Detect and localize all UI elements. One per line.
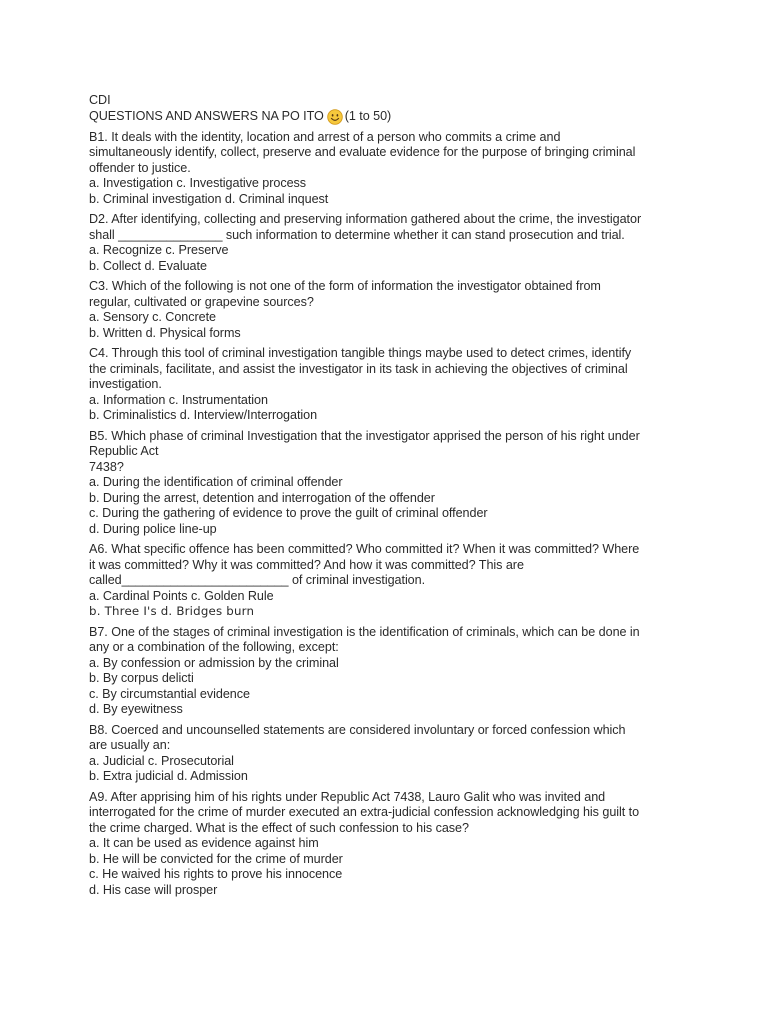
question-block: [89, 130, 689, 208]
question-block: [89, 346, 689, 424]
question-text-line: offender to justice.: [89, 160, 191, 175]
answer-choice-line: d. During police line-up: [89, 521, 217, 536]
document-title: QUESTIONS AND ANSWERS NA PO ITO: [89, 108, 324, 123]
answer-choice-line: c. He waived his rights to prove his innocence: [89, 867, 343, 881]
question-text-line: investigation.: [89, 377, 162, 391]
question-block: [89, 790, 689, 899]
answer-choice-line: b. Collect d. Evaluate: [89, 258, 207, 273]
question-text-line: any or a combination of the following, except:: [89, 640, 339, 654]
answer-choice-line: b. Three I's d. Bridges burn: [89, 604, 255, 618]
question-block: [89, 279, 689, 341]
question-text-line: called________________________ of criminal investigation.: [89, 573, 426, 587]
question-text-line: B7. One of the stages of criminal investigation is the identification of criminals, which can be done in: [89, 624, 640, 639]
answer-choice-line: b. By corpus delicti: [89, 671, 194, 685]
document-range: (1 to 50): [344, 108, 392, 123]
answer-choice-line: a. Sensory c. Concrete: [89, 310, 216, 324]
question-block: [89, 212, 689, 274]
question-text-line: B1. It deals with the identity, location and arrest of a person who commits a crime and: [89, 129, 561, 144]
question-text-line: B5. Which phase of criminal Investigation that the investigator apprised the person of his right under: [89, 428, 640, 443]
answer-choice-line: b. Criminalistics d. Interview/Interrogation: [89, 408, 318, 422]
answer-choice-line: c. During the gathering of evidence to prove the guilt of criminal offender: [89, 506, 488, 520]
question-text-line: Republic Act: [89, 444, 159, 458]
question-list: [89, 125, 689, 899]
question-text-line: the crime charged. What is the effect of such confession to his case?: [89, 820, 469, 835]
answer-choice-line: b. Extra judicial d. Admission: [89, 769, 248, 783]
question-text-line: are usually an:: [89, 738, 171, 752]
answer-choice-line: b. During the arrest, detention and interrogation of the offender: [89, 490, 435, 505]
question-text-line: simultaneously identify, collect, preserve and evaluate evidence for the purpose of bringing criminal: [89, 145, 636, 159]
question-block: [89, 625, 689, 718]
answer-choice-line: a. It can be used as evidence against him: [89, 836, 319, 850]
answer-choice-line: b. Criminal investigation d. Criminal inquest: [89, 191, 329, 206]
question-text-line: A9. After apprising him of his rights under Republic Act 7438, Lauro Galit who was invited and: [89, 789, 606, 804]
question-text-line: shall _______________ such information to determine whether it can stand prosecution and trial.: [89, 227, 625, 242]
question-text-line: regular, cultivated or grapevine sources?: [89, 294, 314, 309]
answer-choice-line: a. During the identification of criminal offender: [89, 475, 343, 489]
answer-choice-line: d. By eyewitness: [89, 702, 183, 716]
question-text-line: A6. What specific offence has been committed? Who committed it? When it was committed? Where: [89, 542, 640, 556]
answer-choice-line: a. Information c. Instrumentation: [89, 392, 268, 407]
question-text-line: 7438?: [89, 459, 124, 474]
question-text-line: D2. After identifying, collecting and preserving information gathered about the crime, the investigator: [89, 212, 642, 226]
question-text-line: C3. Which of the following is not one of the form of information the investigator obtained from: [89, 279, 601, 293]
document-subject: CDI: [89, 93, 111, 107]
question-block: [89, 723, 689, 785]
question-text-line: B8. Coerced and uncounselled statements are considered involuntary or forced confession which: [89, 722, 626, 737]
answer-choice-line: c. By circumstantial evidence: [89, 686, 250, 701]
answer-choice-line: a. Recognize c. Preserve: [89, 243, 229, 257]
question-block: [89, 542, 689, 620]
smiley-face-icon: [327, 109, 343, 125]
question-text-line: it was committed? Why it was committed? And how it was committed? This are: [89, 557, 524, 572]
question-text-line: interrogated for the crime of murder executed an extra-judicial confession acknowledging his guilt to: [89, 805, 640, 819]
answer-choice-line: a. Judicial c. Prosecutorial: [89, 753, 234, 768]
answer-choice-line: b. Written d. Physical forms: [89, 325, 241, 340]
question-block: [89, 429, 689, 538]
answer-choice-line: a. Cardinal Points c. Golden Rule: [89, 588, 274, 603]
document-title-line: [89, 109, 689, 125]
answer-choice-line: d. His case will prosper: [89, 882, 218, 897]
answer-choice-line: a. Investigation c. Investigative process: [89, 176, 307, 190]
question-text-line: the criminals, facilitate, and assist the investigator in its task in achieving the objectives of criminal: [89, 361, 628, 376]
question-text-line: C4. Through this tool of criminal investigation tangible things maybe used to detect crimes, identify: [89, 346, 632, 360]
answer-choice-line: a. By confession or admission by the criminal: [89, 655, 339, 670]
document-content: [89, 93, 689, 898]
answer-choice-line: b. He will be convicted for the crime of murder: [89, 851, 343, 866]
